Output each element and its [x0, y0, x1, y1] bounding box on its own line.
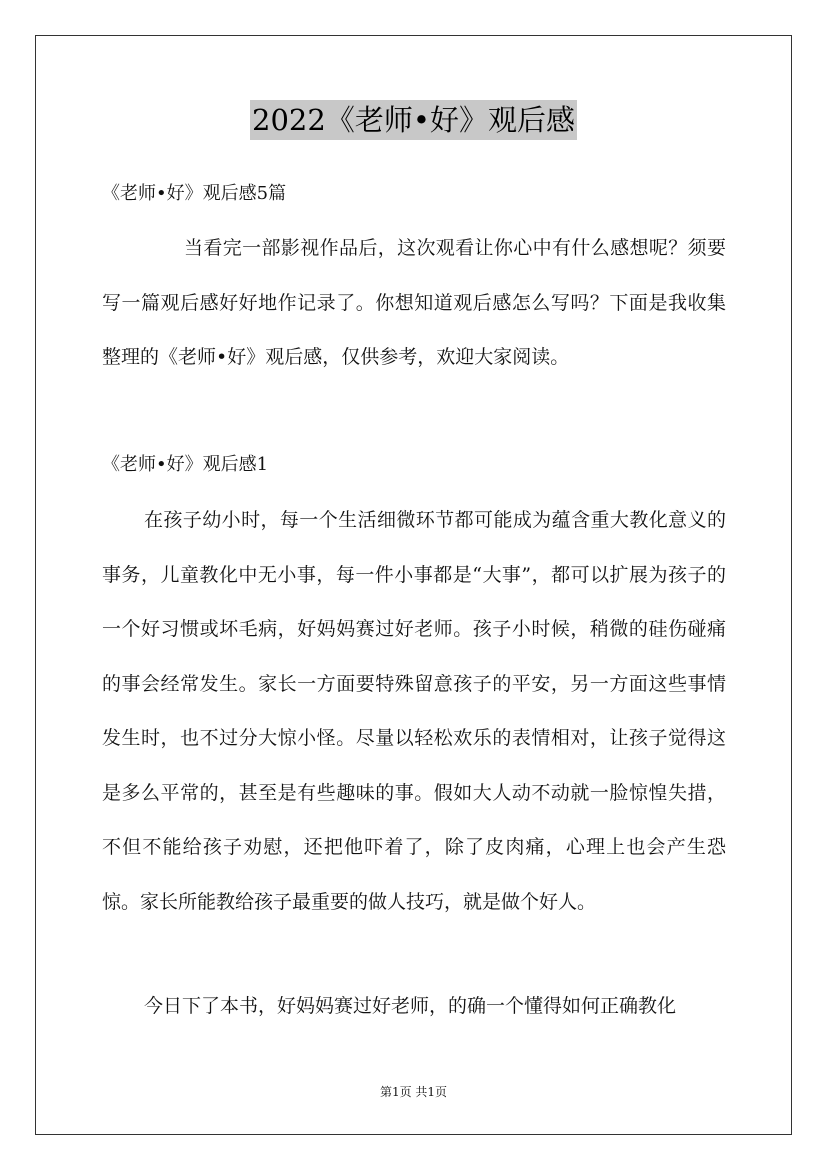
page-footer: 第1页 共1页 [379, 1085, 448, 1099]
title-container [0, 100, 827, 140]
body-paragraph-2: 今日下了本书，好妈妈赛过好老师，的确一个懂得如何正确教化 [144, 995, 677, 1017]
body-paragraph-1: 在孩子幼小时，每一个生活细微环节都可能成为蕴含重大教化意义的事务，儿童教化中无小事，每一件小事都是“大事”，都可以扩展为孩子的一个好习惯或坏毛病，好妈妈赛过好老师。孩子小时候，稍微的硅伤碰痛的事会经常发生。家长一方面要特殊留意孩子的平安，另一方面这些事情发生时，也不过分大惊小怪。尽量以轻松欢乐的表情相对，让孩子觉得这是多么平常的，甚至是有些趣味的事。假如大人动不动就一脸惊惶失措，不但不能给孩子劝慰，还把他吓着了，除了皮肉痛，心理上也会产生恐惊。家长所能教给孩子最重要的做人技巧，就是做个好人。 [102, 509, 726, 913]
section-heading: 《老师•好》观后感1 [102, 454, 269, 475]
document-subtitle: 《老师•好》观后感5篇 [102, 183, 287, 204]
intro-paragraph: 当看完一部影视作品后，这次观看让你心中有什么感想呢？须要写一篇观后感好好地作记录了。你想知道观后感怎么写吗？下面是我收集整理的《老师•好》观后感，仅供参考，欢迎大家阅读。 [102, 237, 726, 368]
document-title: 2022《老师•好》观后感 [250, 100, 577, 140]
